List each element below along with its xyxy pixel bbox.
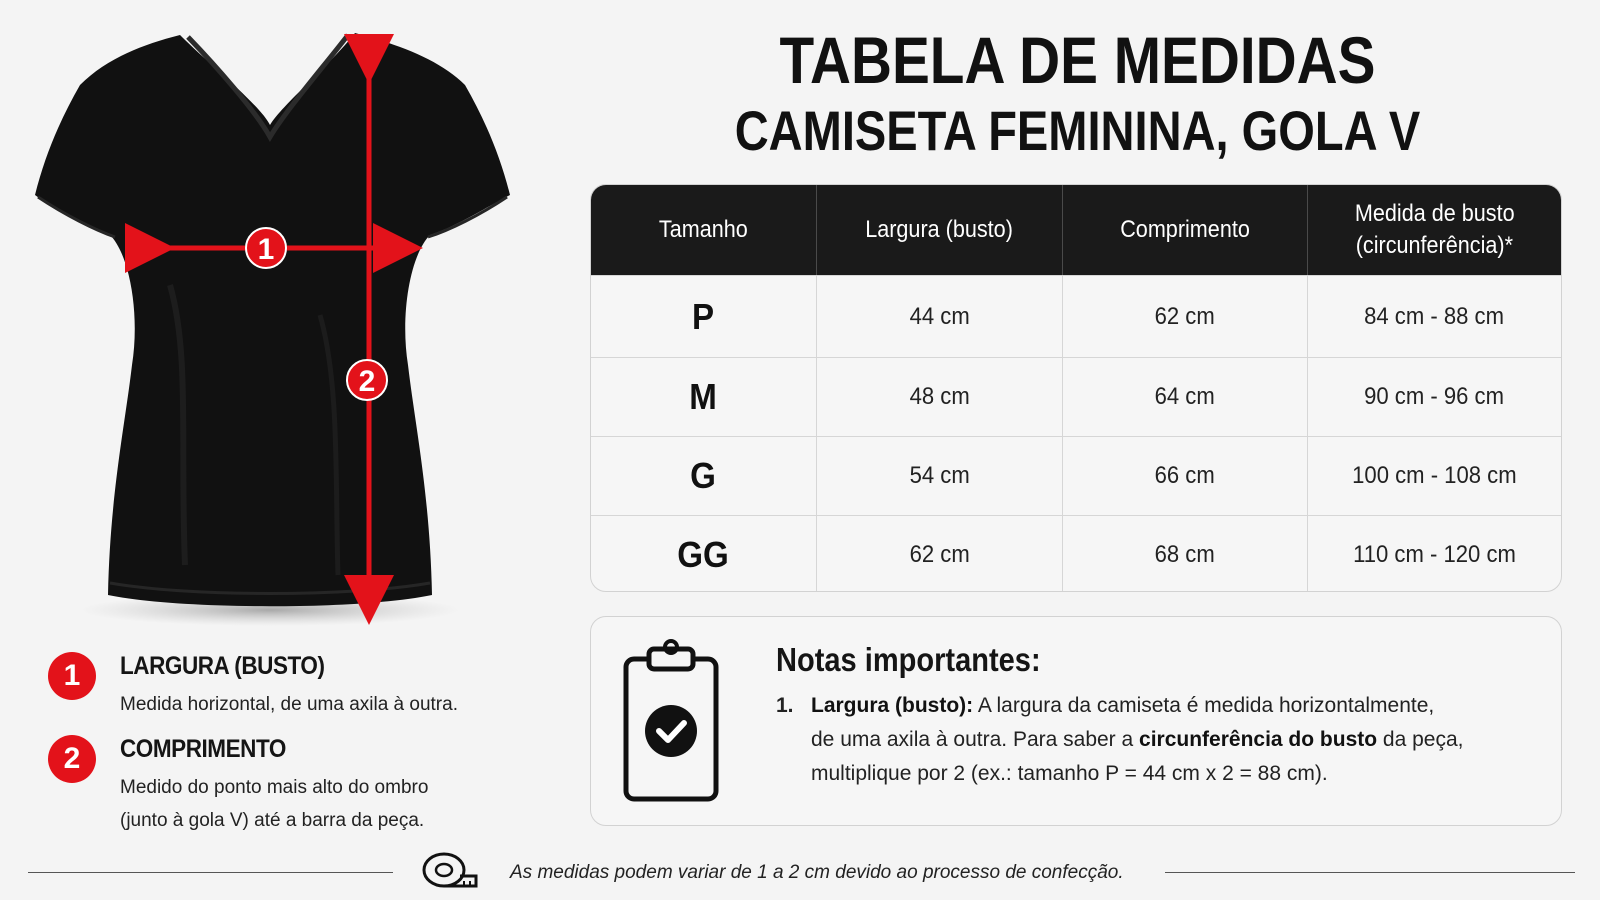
table-cell-bust: 90 cm - 96 cm xyxy=(1307,358,1561,436)
clipboard-check-icon xyxy=(621,637,721,805)
legend-desc-length xyxy=(120,771,520,837)
legend-title-length: COMPRIMENTO xyxy=(120,735,286,763)
table-row xyxy=(591,357,1561,436)
table-cell-size: P xyxy=(692,295,715,337)
table-row xyxy=(591,275,1561,357)
table-cell-bust: 84 cm - 88 cm xyxy=(1307,276,1561,357)
table-cell-bust: 100 cm - 108 cm xyxy=(1307,437,1561,515)
table-row xyxy=(591,436,1561,515)
legend-item-length xyxy=(48,735,518,835)
notes-title: Notas importantes: xyxy=(776,641,1041,678)
table-cell-length: 68 cm xyxy=(1062,516,1307,592)
table-cell-size: G xyxy=(690,455,717,496)
table-cell-width: 62 cm xyxy=(816,516,1063,592)
page-subtitle: CAMISETA FEMININA, GOLA V xyxy=(734,99,1421,162)
list-item xyxy=(776,689,1536,791)
table-header-bust-line2: (circunferência)* xyxy=(1355,232,1513,259)
legend-title-width: LARGURA (BUSTO) xyxy=(120,652,325,680)
footer-note: As medidas podem variar de 1 a 2 cm devido ao processo de confecção. xyxy=(510,862,1124,883)
legend-desc-line: Medida horizontal, de uma axila à outra. xyxy=(120,694,458,715)
tshirt-illustration xyxy=(20,25,530,645)
footer-divider-right xyxy=(1165,872,1575,873)
table-cell-width: 44 cm xyxy=(816,276,1063,357)
note-number: 1. xyxy=(776,694,794,717)
table-cell-width: 48 cm xyxy=(816,358,1063,436)
size-table xyxy=(590,184,1562,592)
table-cell-length: 66 cm xyxy=(1062,437,1307,515)
table-header-bust xyxy=(1307,185,1561,275)
notes-list xyxy=(776,689,1536,791)
measuring-tape-icon xyxy=(420,848,480,892)
note-bold: circunferência do busto xyxy=(1139,728,1378,751)
table-cell-width: 54 cm xyxy=(816,437,1063,515)
table-cell-bust: 110 cm - 120 cm xyxy=(1307,516,1561,592)
marker-1-label: 1 xyxy=(257,233,275,266)
table-header-row xyxy=(591,185,1561,275)
legend-badge-1: 1 xyxy=(48,652,96,700)
note-text: Largura (busto): A largura da camiseta é medida horizontalmente, de uma axila à outra. Para saber a circunferência do busto da peça, multiplique por 2 (ex.: tamanho P = 44 cm x 2 = 88 cm). xyxy=(811,694,1464,785)
table-header-bust-line1: Medida de busto xyxy=(1354,200,1515,227)
table-cell-length: 62 cm xyxy=(1062,276,1307,357)
marker-2-label: 2 xyxy=(358,365,376,398)
footer-divider-left xyxy=(28,872,393,873)
table-row xyxy=(591,515,1561,592)
legend-desc-line: Medido do ponto mais alto do ombro xyxy=(120,777,429,798)
notes-panel xyxy=(590,616,1562,826)
legend-badge-2: 2 xyxy=(48,735,96,783)
table-cell-size: GG xyxy=(677,534,730,575)
table-header-width: Largura (busto) xyxy=(816,185,1063,275)
legend-item-width xyxy=(48,652,518,715)
table-cell-length: 64 cm xyxy=(1062,358,1307,436)
legend-desc-width xyxy=(120,688,520,721)
table-header-size: Tamanho xyxy=(658,216,748,243)
legend-desc-line: (junto à gola V) até a barra da peça. xyxy=(120,810,425,831)
note-bold: Largura (busto): xyxy=(811,694,974,717)
table-cell-size: M xyxy=(689,376,718,417)
tshirt-body xyxy=(35,33,510,606)
page-title: TABELA DE MEDIDAS xyxy=(779,23,1376,97)
table-header-length: Comprimento xyxy=(1062,185,1307,275)
